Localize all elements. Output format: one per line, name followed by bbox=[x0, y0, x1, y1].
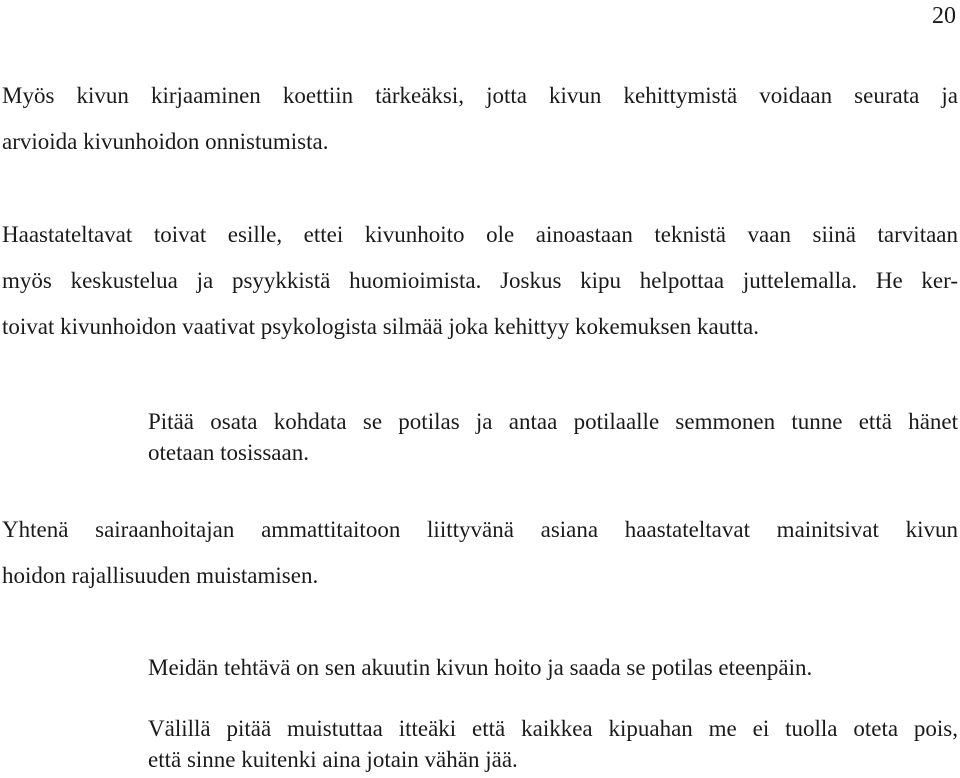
paragraph-limitations bbox=[2, 507, 958, 599]
quote-line: Meidän tehtävä on sen akuutin kivun hoito ja saada se potilas eteenpäin. bbox=[148, 655, 813, 680]
paragraph-line: toivat kivunhoidon vaativat psykologista silmää joka kehittyy kokemuksen kautta. bbox=[2, 314, 759, 339]
quote-line: Pitää osata kohdata se potilas ja antaa potilaalle semmonen tunne että hänet bbox=[148, 409, 958, 434]
paragraph-documentation bbox=[2, 73, 958, 165]
paragraph-line: Yhtenä sairaanhoitajan ammattitaitoon liittyvänä asiana haastateltavat mainitsivat kivun bbox=[2, 517, 958, 542]
paragraph-line: arvioida kivunhoidon onnistumista. bbox=[2, 129, 329, 154]
paragraph-line: myös keskustelua ja psyykkistä huomioimista. Joskus kipu helpottaa juttelemalla. He ker- bbox=[2, 268, 958, 293]
interview-quote-1 bbox=[148, 406, 958, 468]
page-number: 20 bbox=[932, 3, 956, 29]
quote-line: että sinne kuitenki aina jotain vähän jää. bbox=[148, 747, 518, 772]
paragraph-line: Haastateltavat toivat esille, ettei kivunhoito ole ainoastaan teknistä vaan siinä tarvitaan bbox=[2, 222, 958, 247]
quote-line: Välillä pitää muistuttaa itteäki että kaikkea kipuahan me ei tuolla oteta pois, bbox=[148, 716, 958, 741]
interview-quote-2 bbox=[148, 652, 958, 683]
interview-quote-3 bbox=[148, 713, 958, 775]
quote-line: otetaan tosissaan. bbox=[148, 440, 309, 465]
paragraph-line: hoidon rajallisuuden muistamisen. bbox=[2, 563, 319, 588]
paragraph-psychological-care bbox=[2, 212, 958, 350]
paragraph-line: Myös kivun kirjaaminen koettiin tärkeäksi, jotta kivun kehittymistä voidaan seurata ja bbox=[2, 83, 958, 108]
